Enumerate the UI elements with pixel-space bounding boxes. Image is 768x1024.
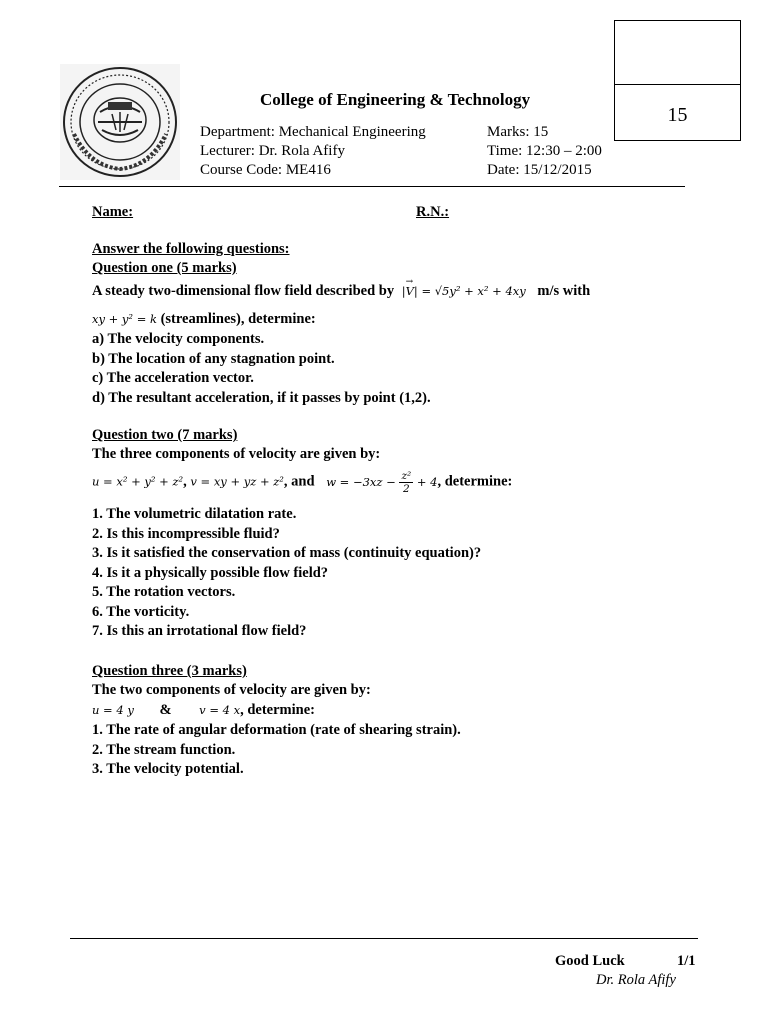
- q3-v-eq: v = 4 x: [199, 703, 241, 717]
- marks-box: [614, 20, 741, 141]
- q1-streamline-line: [92, 310, 692, 330]
- marks-box-divider: [615, 84, 740, 85]
- header-info-left: [200, 123, 426, 180]
- department: Department: Mechanical Engineering: [200, 124, 426, 140]
- marks-box-score: 15: [667, 104, 688, 126]
- footer-author: Dr. Rola Afify: [596, 972, 676, 988]
- q3-list: [92, 721, 692, 780]
- list-item: 1. The volumetric dilatation rate.: [92, 506, 297, 522]
- page-number: 1/1: [677, 953, 696, 969]
- q2-title: Question two (7 marks): [92, 427, 238, 443]
- q3-title: Question three (3 marks): [92, 663, 247, 679]
- list-item: 3. Is it satisfied the conservation of mass (continuity equation)?: [92, 545, 482, 561]
- list-item: 6. The vorticity.: [92, 603, 190, 620]
- q2-v-eq: v = xy + yz + z²: [190, 474, 284, 489]
- footer-divider: [70, 938, 698, 939]
- q2-list: [92, 505, 692, 642]
- q1-velocity-eq: |→ V| = √5y² + x² + 4xy: [402, 284, 526, 298]
- marks: Marks: 15: [487, 124, 549, 140]
- name-label: Name:: [92, 204, 134, 220]
- rn-label: R.N.:: [416, 204, 450, 220]
- velocity-vector-symbol: → V: [406, 282, 414, 302]
- fraction-denominator: 2: [402, 483, 410, 495]
- q2-intro: The three components of velocity are given by:: [92, 446, 381, 462]
- q1-list: [92, 330, 692, 408]
- list-item: d) The resultant acceleration, if it passes by point (1,2).: [92, 389, 431, 406]
- list-item: 1. The rate of angular deformation (rate of shearing strain).: [92, 722, 461, 738]
- q2-w-fraction: [399, 470, 413, 495]
- list-item: 2. The stream function.: [92, 741, 236, 758]
- list-item: c) The acceleration vector.: [92, 370, 254, 386]
- q1-intro-line: [92, 282, 692, 302]
- q3-equations: [92, 701, 692, 721]
- q1-streamline-text: (streamlines), determine:: [160, 311, 316, 327]
- list-item: a) The velocity components.: [92, 331, 265, 347]
- q1-title: Question one (5 marks): [92, 260, 237, 276]
- time: Time: 12:30 – 2:00: [487, 143, 602, 159]
- q2-w-prefix: w = −3xz −: [326, 474, 396, 489]
- list-item: 4. Is it a physically possible flow field?: [92, 564, 329, 581]
- list-item: 5. The rotation vectors.: [92, 584, 236, 600]
- q3-intro: The two components of velocity are given by:: [92, 682, 371, 698]
- q1-streamline-eq: xy + y² = k: [92, 312, 157, 326]
- lecturer: Lecturer: Dr. Rola Afify: [200, 143, 345, 159]
- list-item: b) The location of any stagnation point.: [92, 350, 335, 367]
- q3-u-eq: u = 4 y: [92, 703, 134, 717]
- q2-u-eq: u = x² + y² + z²: [92, 474, 184, 489]
- header-info-right: [487, 123, 602, 180]
- q2-equations: u = x² + y² + z², v = xy + yz + z², and w = −3xz − $\frac{\text{z²}}{2}$ + 4, determine:: [92, 470, 513, 495]
- q2-determine: , determine:: [437, 473, 513, 490]
- fraction-numerator: z²: [401, 470, 412, 482]
- course-code: Course Code: ME416: [200, 162, 331, 178]
- college-title: College of Engineering & Technology: [260, 90, 531, 109]
- good-luck: Good Luck: [555, 953, 625, 969]
- q3-determine: , determine:: [240, 702, 315, 718]
- university-seal-logo: [60, 64, 180, 180]
- q1-intro-prefix: A steady two-dimensional flow field described by: [92, 283, 395, 299]
- list-item: 3. The velocity potential.: [92, 761, 244, 777]
- date: Date: 15/12/2015: [487, 162, 592, 178]
- list-item: 2. Is this incompressible fluid?: [92, 525, 280, 542]
- q2-w-eq: [326, 470, 438, 495]
- q3-amp: &: [159, 702, 172, 718]
- q2-and: , and: [283, 473, 315, 490]
- q1-intro-suffix: m/s with: [537, 283, 591, 299]
- list-item: 7. Is this an irrotational flow field?: [92, 623, 307, 639]
- q2-w-suffix: + 4: [416, 474, 438, 489]
- header-divider: [59, 186, 685, 187]
- instructions: Answer the following questions:: [92, 241, 290, 257]
- velocity-magnitude: = √5y² + x² + 4xy: [421, 284, 526, 298]
